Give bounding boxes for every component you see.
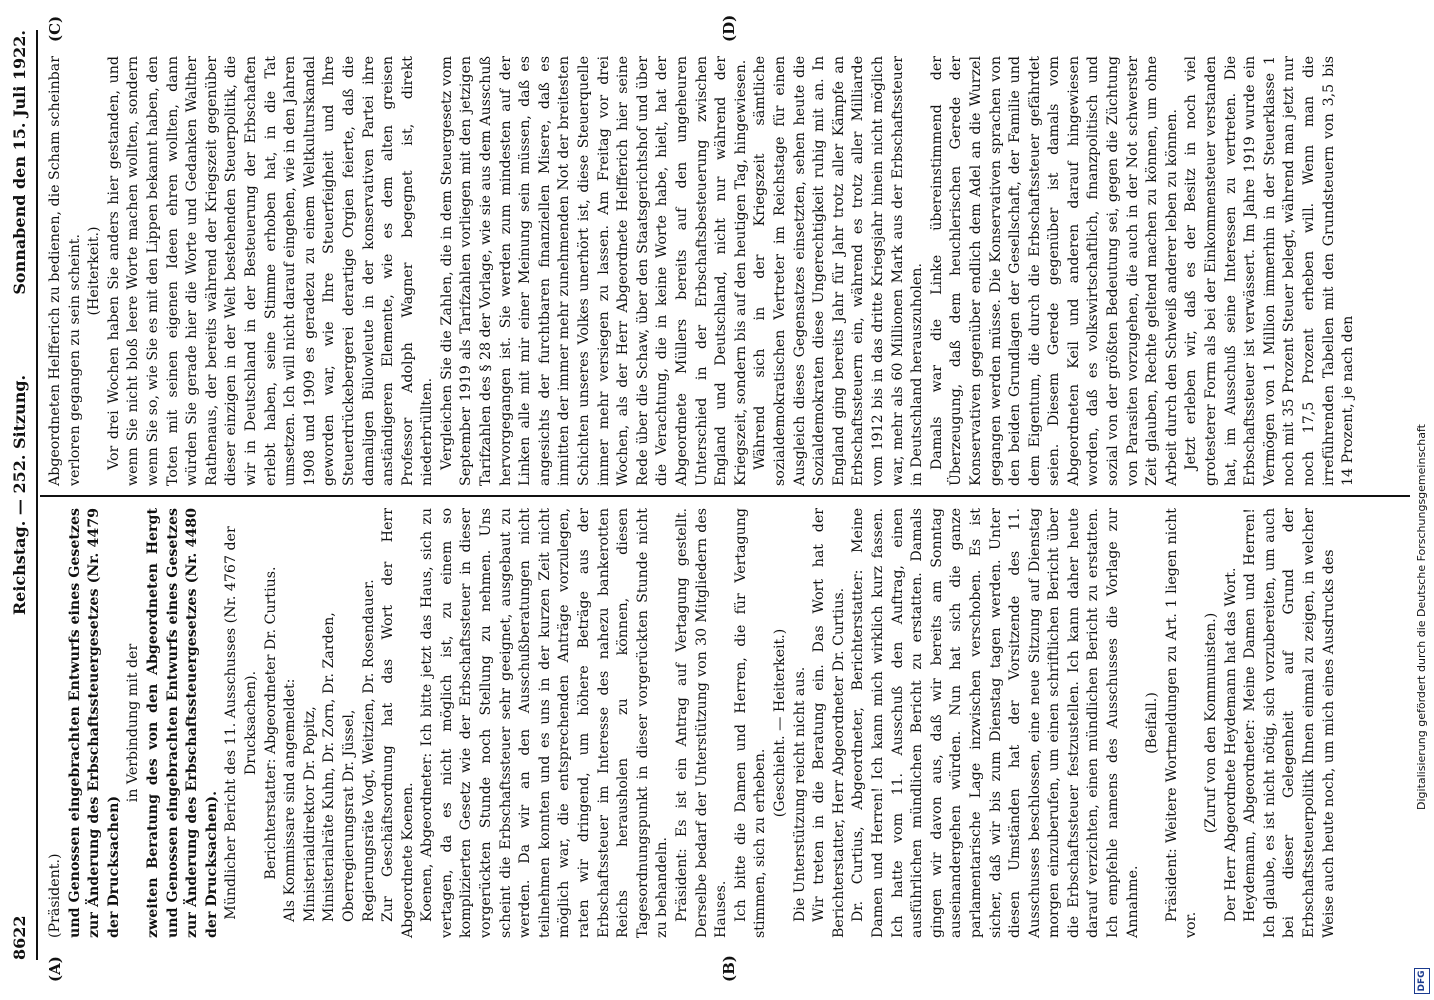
digitization-credit [1412, 0, 1434, 1000]
paragraph: Damals war die Linke übereinstimmend der Überzeugung, daß dem heuchlerischen Gerede der Konservativen gegenüber endlich dem Adel an die Wurzel gegangen werden müsse. Die Konservativen sprachen von den beiden Grundlagen der Gesellschaft, der Familie und dem Eigentum, die durch die Erbschaftssteuer gefährdet seien. Diesem Gerede gegenüber ist damals vom Abgeordneten Keil und anderen darauf hingewiesen worden, daß es volkswirtschaftlich, finanzpolitisch und sozial von der größten Bedeutung sei, gegen die Züchtung von Parasiten vorzugehen, die auch in der Not schwerster Zeit glauben, Rechte geltend machen zu können, um ohne Arbeit durch den Schweiß anderer leben zu können. [928, 56, 1180, 486]
paragraph: Wir treten in die Beratung ein. Das Wort hat der Berichterstatter, Herr Abgeordneter Dr. Curtius. [811, 508, 847, 938]
paragraph: Abgeordneten Helfferich zu bedienen, die Scham scheinbar verloren gegangen zu sein scheint. [47, 56, 83, 486]
paragraph: Ministerialdirektor Dr. Popitz, [301, 706, 318, 922]
running-title: Reichstag. — 252. Sitzung. [10, 374, 29, 616]
paragraph: (Geschieht. — Heiterkeit.) [771, 628, 788, 818]
left-column [46, 508, 1339, 938]
paragraph: Als Kommissare sind angemeldet: [282, 678, 299, 922]
paragraph: Koenen, Abgeordneter: Ich bitte jetzt das Haus, sich zu vertagen, da es nicht möglich ist, zu einem so komplizierten Gesetz wie der Erbschaftssteuer in dieser vorgerückten Stunde noch Stellung zu nehmen. Uns scheint die Erbschaftssteuer sehr geeignet, ausgebaut zu werden. Da wir an den Ausschußberatungen nicht teilnehmen konnten und es uns in der kurzen Zeit nicht möglich war, die entsprechenden Anträge vorzulegen, raten wir dringend, um höhere Beträge aus der Erbschaftssteuer im Interesse des nahezu bankerotten Reichs herausholen zu können, diesen Tagesordnungspunkt in dieser vorgerückten Stunde nicht zu behandeln. [419, 508, 671, 938]
paragraph: und Genossen eingebrachten Entwurfs eines Gesetzes zur Änderung des Erbschaftssteuergesetzes (Nr. 4479 der Drucksachen) [66, 508, 122, 938]
paragraph: (Heiterkeit.) [86, 226, 103, 316]
paragraph: Vergleichen Sie die Zahlen, die in dem Steuergesetz vom September 1919 als Tarifzahlen vorliegen mit den jetzigen Tarifzahlen des § 28 der Vorlage, wie sie aus dem Ausschuß hervorgegangen ist. Sie werden zum mindesten auf der Linken alle mit mir einer Meinung sein müssen, daß es angesichts der furchtbaren finanziellen Misere, daß es inmitten der immer mehr zunehmenden Not der breitesten Schichten unseres Volkes unerhört ist, diese Steuerquelle immer mehr versiegen zu lassen. Am Freitag vor drei Wochen, als der Herr Abgeordnete Helfferich hier seine Rede über die Schaw, über den Staatsgerichtshof und über die Verachtung, die in keine Worte habe, hielt, hat der Abgeordnete Müllers bereits auf den ungeheuren Unterschied in der Erbschaftsbesteuerung zwischen England und Deutschland, nicht nur während der Kriegszeit, sondern bis auf den heutigen Tag, hingewiesen. [438, 56, 749, 486]
credit-text: Digitalisierung gefördert durch die Deutsche Forschungsgemeinschaft [1415, 424, 1428, 810]
paragraph: Präsident: Es ist ein Antrag auf Vertagung gestellt. Derselbe bedarf der Unterstützung von 30 Mitgliedern des Hauses. [674, 508, 730, 938]
paragraph: zweiten Beratung des von den Abgeordneten Hergt und Genossen eingebrachten Entwurfs eines Gesetzes zur Änderung des Erbschaftssteuergesetzes (Nr. 4480 der Drucksachen). [144, 508, 220, 938]
page-number: 8622 [10, 915, 29, 960]
margin-mark-d: (D) [720, 14, 738, 42]
paragraph: Dr. Curtius, Abgeordneter, Berichterstatter: Meine Damen und Herren! Ich kann mich wirklich kurz fassen. Ich hatte vom 11. Ausschuß den Auftrag, einen ausführlichen mündlichen Bericht zu erstatten. Damals gingen wir davon aus, daß wir bereits am Sonntag auseinandergehen würden. Nun hat sich die ganze parlamentarische Lage inzwischen verschoben. Es ist sicher, daß wir bis zum Dienstag tagen werden. Unter diesen Umständen hat der Vorsitzende des 11. Ausschusses beschlossen, eine neue Sitzung auf Dienstag morgen einzuberufen, um einen schriftlichen Bericht über die Erbschaftssteuer festzustellen. Ich kann daher heute darauf verzichten, einen mündlichen Bericht zu erstatten. Ich empfehle namens des Ausschusses die Vorlage zur Annahme. [850, 508, 1141, 938]
paragraph: (Zuruf von den Kommunisten.) [1203, 612, 1220, 834]
paragraph: Ich bitte die Damen und Herren, die für Vertagung stimmen, sich zu erheben. [732, 508, 769, 938]
paragraph: Der Herr Abgeordnete Heydemann hat das Wort. [1222, 567, 1239, 922]
column-divider [40, 495, 1410, 497]
paragraph: Oberregierungsrat Dr. Jüssel, [340, 709, 357, 922]
dfg-logo: DFG [1414, 968, 1430, 994]
paragraph: Mündlicher Bericht des 11. Ausschusses (Nr. 4767 der Drucksachen). [223, 526, 259, 920]
right-column [46, 56, 1359, 486]
paragraph: in Verbindung mit der [125, 643, 142, 803]
paragraph: Die Unterstützung reicht nicht aus. [791, 666, 808, 922]
paragraph: Jetzt erleben wir, daß es der Besitz in noch viel grotesterer Form als bei der Einkommensteuer verstanden hat, im Ausschuß seine Interessen zu vertreten. Die Erbschaftssteuer ist verwässert. Im Jahre 1919 wurde ein Vermögen von 1 Million immerhin in der Steuerklasse 1 noch mit 35 Prozent Steuer belegt, während man jetzt nur noch 17,5 Prozent erheben will. Wenn man die irreführenden Tabellen mit den Grundsteuern von 3,5 bis 14 Prozent, je nach den [1183, 56, 1357, 486]
paragraph: Vor drei Wochen haben Sie anders hier gestanden, und wenn Sie nicht bloß leere Worte machen wollten, sondern wenn Sie so, wie Sie es mit den Lippen bekannt haben, den Toten mit seinen eigenen Ideen ehren wollten, dann würden Sie gerade hier die Worte und Gedanken Walther Rathenaus, der bereits während der Kriegszeit gegenüber dieser einzigen in der Welt bestehenden Steuerpolitik, die wir in Deutschland in der Besteuerung der Erbschaften erlebt haben, seine Stimme erhoben hat, in die Tat umsetzen. Ich will nicht darauf eingehen, wie in den Jahren 1908 und 1909 es geradezu zu einem Weltkulturskandal geworden war, wie Ihre Steuerfeigheit und Ihre Steuerdrückebergerei derartige Orgien feierte, daß die damaligen Bülowleute in der konservativen Partei ihre anständigeren Elemente, wie es dem alten greisen Professor Adolph Wagner begegnet ist, direkt niederbrüllten. [105, 56, 436, 486]
margin-mark-a: (A) [46, 956, 64, 982]
paragraph: Heydemann, Abgeordneter: Meine Damen und Herren! Ich glaube, es ist nicht nötig, sich vorzubereiten, um auch bei dieser Gelegenheit auf Grund der Erbschaftssteuerpolitik Ihnen einmal zu zeigen, in welcher Weise auch heute noch, um mich eines Ausdrucks des [1242, 508, 1337, 938]
paragraph: Berichterstatter: Abgeordneter Dr. Curtius. [262, 566, 279, 880]
paragraph: Regierungsräte Vogt, Weitzien, Dr. Rosendauer. [360, 579, 377, 922]
page-header [10, 30, 34, 960]
header-rule [36, 30, 38, 960]
paragraph: Zur Geschäftsordnung hat das Wort der Herr Abgeordnete Koenen. [380, 508, 416, 938]
margin-mark-c: (C) [46, 15, 64, 42]
paragraph: Ministerialräte Kuhn, Dr. Zorn, Dr. Zarden, [321, 612, 338, 922]
margin-mark-b: (B) [720, 955, 738, 982]
paragraph: Während sich in der Kriegszeit sämtliche sozialdemokratischen Vertreter im Reichstage für einen Ausgleich dieses Gegensatzes einsetzten, sehen heute die Sozialdemokraten diese Ungerechtigkeit ruhig mit an. In England ging bereits Jahr für Jahr trotz aller Kämpfe an Erbschaftssteuern ein, während es trotz aller Milliarde vom 1912 bis in das dritte Kriegsjahr hinein nicht möglich war, mehr als 60 Millionen Mark aus der Erbschaftssteuer in Deutschland herauszuholen. [752, 56, 926, 486]
paragraph: (Beifall.) [1144, 692, 1161, 754]
paragraph: Präsident: Weitere Wortmeldungen zu Art. 1 liegen nicht vor. [1163, 508, 1200, 938]
session-date: Sonnabend den 15. Juli 1922. [10, 30, 29, 295]
paragraph: (Präsident.) [47, 853, 63, 938]
